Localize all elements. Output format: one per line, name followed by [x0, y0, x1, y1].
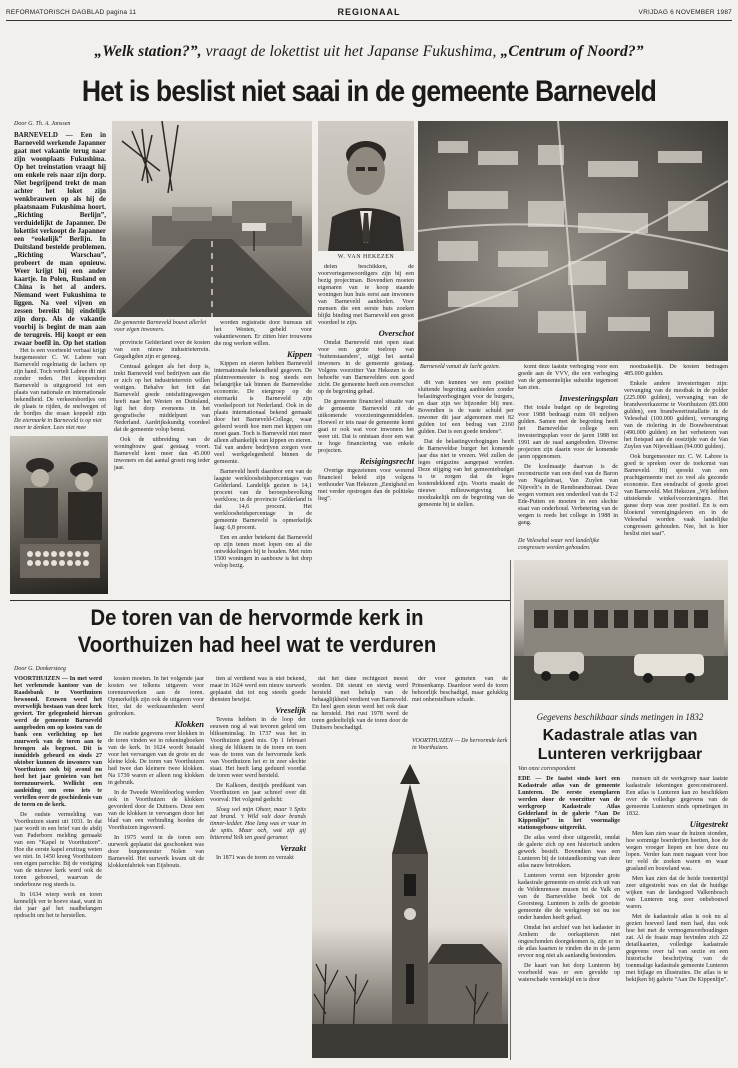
paragraph: mensen uit de werkgroep naar laatste kadastrale tekeningen gereconstrueerd. Een atlas is Lunteren kan zo beschikken over de volledige gegevens van de gemeente Lunteren sinds opmetingen in 1832. — [626, 776, 728, 817]
side-article-col2 — [626, 776, 728, 1058]
paragraph: De atlas werd door uitgereikt, omdat de galerie zich op een historisch anders gewerk bestelt. Bovendien was een Lunteren bij de totstandkoming van deze atlas nauw betrokken. — [518, 835, 620, 869]
church-photo — [312, 764, 508, 1058]
velesehal-photo — [514, 560, 728, 700]
caption-church-text: VOORTHUIZEN — De hervormde kerk in Voorthuizen. — [412, 738, 508, 751]
caption-mayor: W. VAN HEKEZEN — [337, 254, 395, 260]
paragraph: Ook de uitbreiding van de woningbouw gaat gestaag voort. Barneveld kent meer dan 45.000 inwoners en dat aantal groeit nog ieder jaar. — [114, 437, 210, 471]
paragraph: Met de kadastrale atlas is ook nu al gezien hoeveel land men had, dus ook hoe het met de vermogensverhoudingen zat. Al de fraaie map bevinden zich 22 detailkaarten, volledige kadastrale gegevens over tal van sectie en een historische beschrijving van de toenmalige kadastrale gemeente Lunteren met bijlage en illustraties. De atlas is te bekijken bij galerie “Aan De Kippenlijn”. — [626, 914, 728, 983]
paragraph: Kippen en eieren hebben Barneveld internationale bekendheid gegeven. De pluimveemeester is nog steeds een belangrijke tak binnen de Barneveldse economie. De eiergroep op de eiermarkt is Barneveld zijn voedselpoort tot Nederland. Ook in de plaats internationaal bekend gemaakt door het Barneveld-College, waar geleerd wordt hoe men met kippen om moet gaan. Toch is Barneveld niet meer alleen afhankelijk van kippen en eieren. Tal van andere bedrijven zorgen voor veel werkgelegenheid binnen de gemeente. — [214, 361, 312, 465]
paragraph: kosten moeten. In het volgende jaar kosten we telkens uitgaven voor torenuurwerken aan de toren. Opmerkelijk zijn ook de uitgaven voor bier, dat de werkzaamheden werd gedronken. — [108, 676, 204, 717]
side-article-headline — [514, 726, 726, 764]
article1-byline: Door G. Th. A. Janssen — [14, 121, 71, 127]
paragraph: De gemeente financieel situatie van de gemeente Barneveld zit de uitkomende voorzieningenmiddelen. Hoewel er iets naar de gemeente komt gaat er ook wat voor inwoners het weer uit. Dat is ontstaan door een wat te hoge financiering van enkele projecten. — [318, 399, 414, 454]
paragraph: delen beschikken, de voorvertegenwoordigers zijn bij een bezig projectman. Bovendien moeten eigenaren van te koop staande woningen hun huis eerst aan inwoners van Barneveld aanbieden. Voor mensen die een eerste huis zoeken blijkt binding met Barneveld een groot voordeel te zijn. — [318, 264, 414, 326]
subhead-vreselijk: Vreselijk — [275, 705, 306, 715]
paragraph: Omdat Barneveld niet open staat voor een grote toeloop van ‘buitenstaanders’, stijgt het aantal inwoners in de gemeente gestaag. Volgens voorzitter Van Hekezen is de behoefte van Barnevelders een goed zicht. De gemeente heeft een overschot op de begroting gehad. — [318, 340, 414, 395]
church-illustration — [312, 764, 508, 1058]
caption-velesehal-text: De Velesehal waar veel landelijke congressen worden gehouden. — [518, 538, 600, 551]
kicker-mid: vraagt de lokettist uit het Japanse Fukushima, — [201, 43, 501, 60]
article1-col4 — [318, 264, 414, 596]
side-divider — [510, 560, 511, 1060]
paragraph: Omdat het archief van het kadaster in Arnhem de oorkapiteren niet ongeschonden doorgekomen is, zijn er in de atlas kaarten te vinden die in de jaren ervoor nog niet als aanlandig bestonden. — [518, 925, 620, 959]
article1-col5 — [418, 380, 514, 596]
caption-aerial — [420, 364, 516, 371]
article2-col1 — [14, 676, 102, 1058]
paragraph: Dat de belastingverhogingen heeft de Barneveldse burger het komende jaar dus niet te vrezen. Wel zullen de leges enigszins aangepast worden. Deze stijging van het gemeentebudget is te zorgen dat de leges kostendekkend zijn. Voorts maakt de nieuwe milieuwetgeving het noodzakelijk om de begroting van de gemeente bij te stellen. — [418, 439, 514, 508]
side-headline-line1: Kadastrale atlas van — [542, 727, 698, 744]
portrait-illustration — [318, 121, 414, 251]
paragraph: De oudste gegevens over klokken in de toren vinden we in rekeningboeken van de kerk. In 1624 wordt betaald voor het vervangen van de grote en de kleine klok. De toren van Voorthuizen had twee dan kleinere twee klokken. Na 1739 waren er alleen nog klokken in gebruik. — [108, 731, 204, 786]
article1-kicker — [12, 43, 726, 61]
side-article-lead: EDE — De laatst sinds kort een Kadastrale atlas van de gemeente Lunteren. De eerste exemplaren werden door de voorzitter van de werkgroep Kadastrale Atlas Gelderland in de galerie “Aan De Kippenlijn” in het voormalige stationsgebouw uitgereikt. — [518, 776, 620, 831]
paragraph: In de Tweede Wereldoorlog werden ook in Voorthuizen de klokken gevorderd door de Duitsers. Deze een van de klokken te vervangen door het blad van een verbinding borden de Voorthuizen ingevoerd. — [108, 790, 204, 831]
section-divider — [10, 600, 510, 601]
paragraph: In 1634 wierp werk en toren kennelijk ver te hoeve staat, want in dat jaar gaf het raadbelangen opdracht om het te herstellen. — [14, 892, 102, 919]
article2-col3 — [210, 676, 306, 1058]
article1-col1 — [14, 348, 106, 416]
masthead-left: REFORMATORISCH DAGBLAD pagina 11 — [6, 9, 137, 16]
masthead-date: VRIJDAG 6 NOVEMBER 1987 — [638, 9, 732, 16]
paragraph: komt deze laatste verhoging voor een goede aan de VVV, die een verhoging van de gemeentelijke subsidie tegemoet kan zien. — [518, 364, 618, 391]
paragraph: Barneveld heeft daardoor een van de laagste werkloosheidspercentages van Gelderland. Landelijk gezien is 14,1 procent van de beroepsbevolking werkloos; in de provincie Gelderland is dat 14,6 procent. Het werkloosheidspercentage in de gemeente Barneveld is opmerkelijk laag: 6,8 procent. — [214, 469, 312, 531]
article1-col2 — [114, 340, 210, 596]
aerial-illustration — [418, 121, 728, 361]
caption-velesehal — [518, 538, 618, 552]
paragraph: In 1871 was de toren zo verzakt — [216, 855, 294, 861]
paragraph: dit van kunnen we een positief sluitende begroting aanbieden zonder belastingverhogingen voor de burgers, en daar zijn we bijzonder blij mee. Bovendien is de vaste schuld per inwoner dit jaar afgenomen met 82 gulden tot een bedrag van 2160 gulden. Dat is een goede tendens”. — [418, 380, 514, 435]
egg-market-photo — [10, 436, 108, 594]
paragraph: dat het dane rechtgezet moest worden. Dit steunt en stevig werd hersteld met behulp van de behaaglijkheid verdient van Barneveld. En heel geen steun werd het ook daar na hersteld. Het rust 1978 werd de toren gedeeltelijk van de toren door de Duitsers beschadigd. — [312, 676, 408, 731]
caption-church — [412, 738, 508, 752]
paragraph: Ook burgemeester mr. C. W. Labree is goed te spreken over de toekomst van Barneveld. Hij spreekt van een prachtgemeente met zo veel als gezonde economie. Een eendracht of goede groei van Barneveld. Met Hekezen „Wij hebben uitstekende winkelvoorzieningen. Het ganse dorp was zeer positief. En is een bloeiend verenigingsleven en in de Velesehal worden vaak landelijke congressen gehouden. Nee, het is hier beslist niet saai”. — [624, 454, 728, 537]
subhead-reisgeld: Reisigingsrecht — [359, 456, 414, 466]
article2-col2 — [108, 676, 204, 1058]
paragraph: provincie Gelderland over de kosten van een nieuw industrieterrein. Gegadigden zijn er genoeg. — [114, 340, 210, 360]
subhead-klokken: Klokken — [174, 719, 204, 729]
paragraph: worden registratie door bureaus uit het Westen, gebeld voor vakantiewonen. Er zitten hier trouwens die nog werken willen. — [214, 320, 312, 347]
paragraph: Enkele andere investeringen zijn: vervanging van de mestbak in de polder (225.000 gulden), vervanging van de brandweerkazerne te Voorthuizen (85.000 gulden), een brandweerinstallatie in de Velesehal (100.000 gulden), vervanging van de riolering in de Bouwheerstraat (490.000 gulden) en het verbeteren van het fietspad aan de oostzijde van de Van Zuylen van Nijeveltlaan (94.000 gulden). — [624, 381, 728, 450]
caption-eiermarkt-text: De eiermarkt in Barneveld is op niet meer te denken. Lees niet mee — [14, 418, 102, 431]
article2-lead: VOORTHUIZEN — In met werd het verlenende kantoor van de Raadsbank te Voorthuizen bewoond. Eeuwen werd het overwelijk bestaan van deze kerk geviert. Ter gelegenheid hiervan werd de gemeente Barneveld aangeboden om op kosten van de bank een verlichting op het zuurwerk van de toren aan te brengen als begroot. Dit is inmiddels gebeurd en sinds 27 oktober kunnen de inwoners van Voorthuizen ook bij avond nu heel het jaar genieten van het torenzuurwerk. Wellicht een aanleiding om eens iets te vertellen over de geschiedenis van de toren en de kerk. — [14, 676, 102, 808]
paragraph: De oudste vermelding van Voorthuizen stamt uit 1031. In dat jaar wordt in een brief van de abdij van Paderborn melding gemaakt van een “Kapel te Voorthuizen”. Hoe die eerste kapel eruitzag weten we niet. In 1450 kreeg Voorthuizen een eigen parochie. Bij de vestiging van de nieuwe kerk werd ook de toren gebouwd, waarvan de onderbouw nog steeds is. — [14, 812, 102, 888]
paragraph: Overige ingezetenen voor wonend financieel beleid zijn volgens wethouder Van Hekezen „Eenigheid en met verder opstrogen dan de politieke lieg”. — [318, 468, 414, 502]
subhead-investering: Investeringsplan — [559, 393, 618, 403]
article1-headline: Het is beslist niet saai in de gemeente Barneveld — [81, 75, 657, 108]
portrait-photo — [318, 121, 414, 251]
masthead-section: REGIONAAL — [337, 7, 401, 17]
paragraph: noodzakelijk. De kosten bedragen 485.000 gulden. — [624, 364, 728, 377]
masthead — [6, 6, 732, 21]
paragraph: Centraal gelegen als het dorp is, trekt Barneveld veel bedrijven aan die er zich op het industrieterrein willen vestigen. Behalve het feit dat Barneveld goede ontsluitingswegen heeft naar het Westen en Duitsland, ligt het dorp eveneens in het geografische middelpunt van Nederland. Aardrijkskundig voordeel dat de gemeente volop benut. — [114, 364, 210, 433]
poem: Sloeg wel mijn Oheer, maar 't Spits zat brand. ‘t Wild valt door brands tinner-ledder. Hoe lang was er vuur in de spits. Maar och, wat zijt gij bitterend Yelk ten goed gerumer. — [210, 807, 306, 841]
article2-col4 — [312, 676, 408, 762]
subhead-overschot: Overschot — [378, 328, 414, 338]
kicker-quote-1: „Welk station?”, — [94, 43, 202, 60]
article1-lead: BARNEVELD — Een in Barneveld werkende Japanner gaat met vakantie terug naar zijn woonplaats Fukushima. Op het treinstation vraagt hij om enkele reis naar zijn dorp. Niet begrijpend trekt de man achter het loket zijn wenkbrauwen op als hij de plaatsnaam Fukushima hoort. „Richting Berlijn”, verduidelijkt de Japanner. De lokettist verkoopt de Japanner een “eokelijk” Berlijn. In Duitsland bestelde problemen. „Richting Warschau”, probeert de man opnieuw. Weer krijgt hij een ander kaartje. In Polen, Rusland en China is het al anders. Niemand weet Fukushima te liggen. Na veel vijven en zessen bereikt hij eindelijk zijn dorp. Als de vakantie voorbij is begint de man aan de terugreis. Hij koopt er een zwaar boefil in. Op het station — [14, 131, 106, 346]
side-article-col1 — [518, 776, 620, 1058]
paragraph: De koolmaatje daarvan is de reconstructie van een deel van de Baron van Nagelstraat, Van Zuylen van Nijevelt’s in de Rembrandtstraat. Deze wegen vormen een onderdeel van de T-2 Ede-Putten en moeten in een slechte staat van onderhoud. Verbetering van de wegen is reeds het college in 1988 in gang. — [518, 464, 618, 526]
article2-headline-line1: De toren van de hervormde kerk in — [90, 605, 424, 630]
caption-eiermarkt — [14, 418, 106, 432]
article2-headline — [32, 604, 483, 658]
paragraph: tien al verdiend was is niet bekend, maar in 1624 werd een nieuw uurwerk geplaatst dat tot nog steeds goede diensten bewijst. — [210, 676, 306, 703]
aerial-photo — [418, 121, 728, 361]
kicker-quote-2: „Centrum of Noord?” — [500, 43, 644, 60]
paragraph: Het totale budget op de begroting voor 1988 bedraagt ruim 69 miljoen gulden. Samen met de begroting heeft het Barneveldse college een investeringsplan voor de jaren 1988 tot 1991 aan de raad aangeboden. Diverse projecten zijn daarin voor de komende jaren opgenomen. — [518, 405, 618, 460]
article1-col6 — [518, 364, 618, 536]
article2-headline-line2: Voorthuizen had heel wat te verduren — [77, 632, 437, 657]
paragraph: Lunteren vormt een bijzonder grote kadastrale gemeente en strekt zich uit van de Veldenrensoe musen tot de Valk en van de Barneveldse beek tot de Goorsteeg. Lunteren is zelfs de grootste gemeente die de werkgroep tot nu toe onder handen heeft gehad. — [518, 873, 620, 921]
caption-aerial-text: Barneveld vanuit de lucht gezien. — [420, 364, 501, 370]
article1-col7 — [624, 364, 728, 556]
paragraph: In 1975 werd in de toren een uurwerk geplaatst dat geschonken was door burgemeester Nolen van Barneveld. Het uurwerk kwam uit de klokkenfabriek van Eijsbouts. — [108, 835, 204, 869]
paragraph: Men kan zien dat de heide toentertijd zeer uitgestrekt was en dat de huidige wijken van de landsgoed Valkenbosch van Lunteren nog zeer onbebouwd waren. — [626, 876, 728, 910]
paragraph: De Kalkoen, destijds predikant van Voorthuizen en jaar schreef over dit voorval: Het volgend gedicht: — [210, 783, 306, 803]
article2-col5 — [412, 676, 508, 736]
subhead-uitgestrekt: Uitgestrekt — [689, 819, 728, 829]
paragraph: Het is een voorbeeld verhaal krijgt burgemeester C. W. Labree van Barneveld regelmatig de lachers op zijn hand. Toch vertelt Labree dit niet zonder reden. Het kippendorp Barneveld is uitgegroeid tot een plaats van nationale en internationale bekendheid. De verkeersbordjes om de plaats te rijden, de snelwegen of de bordjes die eraan koppeld zijn — [14, 348, 106, 416]
side-headline-line2: Lunteren verkrijgbaar — [537, 746, 703, 763]
side-article-byline: Van onze correspondent — [518, 766, 576, 772]
paragraph: Een en ander betekent dat Barneveld op zijn tenen moet lopen om al die ontwikkelingen bij te houden. Met ruim 1500 woningen in aanbouw is het dorp volop bezig. — [214, 535, 312, 569]
velesehal-illustration — [514, 560, 728, 700]
side-article-kicker: Gegevens beschikbaar sinds metingen in 1832 — [536, 712, 704, 722]
paragraph: Tevens hebben in de loop der eeuwen nog al wat tevoren geleid om blikseminslag. In 1737 was het in Voorthuizen goed mis. Op 1 februari sloeg de bliksem in de toren en toen was de toren van de hervormde kerk van Voorthuizen het er in zeer slechte staat. Het heeft lang geduurd voordat de toren weer werd hersteld. — [210, 717, 306, 779]
paragraph: Men kan zien waar de huizen stonden, hoe sommige boerderijen heetten, hoe de wegen vroeger liepen en hoe deze nu lopen. Verder kan men nagaan voor hoe ter veld de zoeken waren en waar grasland en bouwland was. — [626, 831, 728, 872]
caption-construction-text: De gemeente Barneveld bouwt allerlei voor eigen inwoners. — [114, 320, 207, 333]
subhead-kippen: Kippen — [286, 349, 312, 359]
article1-lead-column — [14, 131, 106, 346]
egg-market-illustration — [10, 436, 108, 594]
article2-byline: Door G. Donkersteeg — [14, 666, 66, 672]
paragraph: De kaart van het dorp Lunteren bij voorbeeld was er een gevulde op waterschade verniekijd en is door — [518, 963, 620, 983]
article1-col3 — [214, 320, 312, 596]
paragraph: der voor gemeten van de Prinsenkamp. Daardoor werd de toren behoorlijk beschadigd, maar gelukkig met onherstelbare schade. — [412, 676, 508, 703]
road-illustration — [112, 121, 312, 317]
road-photo — [112, 121, 312, 317]
caption-construction — [114, 320, 210, 334]
subhead-verzakt: Verzakt — [280, 843, 306, 853]
